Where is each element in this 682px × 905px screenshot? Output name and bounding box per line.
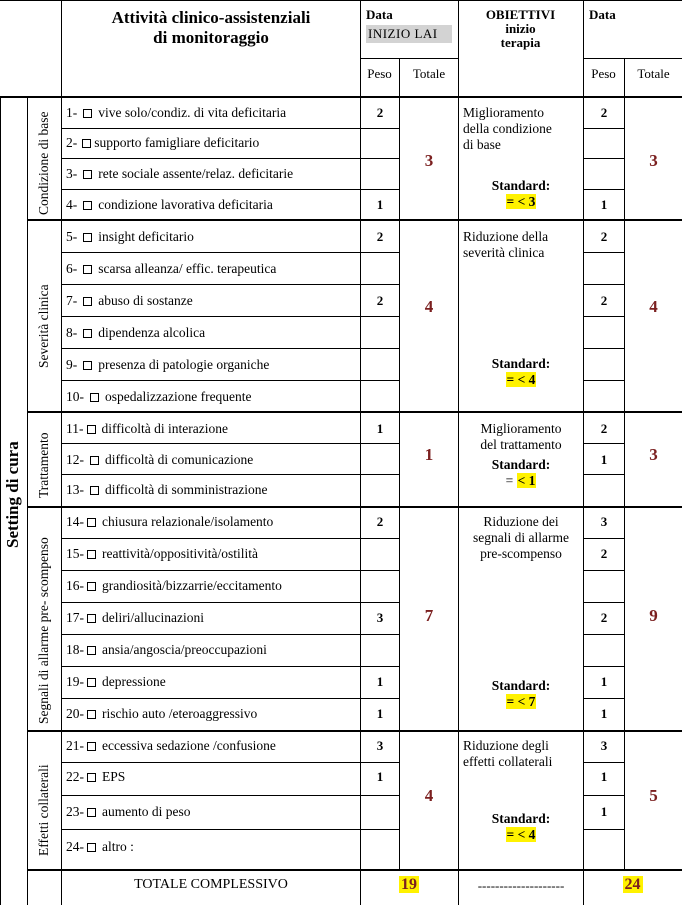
data2-label: Data (589, 7, 616, 22)
peso-header: Peso (367, 66, 392, 81)
peso2-value: 1 (600, 804, 608, 819)
peso2-value: 1 (600, 674, 608, 689)
table-title (62, 8, 360, 48)
list-item: 4- condizione lavorativa deficitaria (66, 197, 273, 212)
standard-value: < 1 (517, 473, 536, 488)
objective-text: Riduzione degli effetti collaterali (463, 738, 553, 769)
checkbox[interactable] (87, 646, 96, 655)
peso-value: 2 (376, 293, 384, 308)
list-item: 19- depressione (66, 674, 166, 689)
obiettivi-line-1: OBIETTIVI (485, 7, 556, 22)
objective-text: Riduzione della severità clinica (463, 229, 549, 260)
peso2-value: 2 (600, 421, 608, 436)
data-label: Data (366, 7, 393, 22)
checkbox[interactable] (87, 678, 96, 687)
totale-value: 1 (424, 445, 434, 464)
section-label-effetti: Effetti collaterali (36, 764, 51, 856)
peso2-value: 2 (600, 293, 608, 308)
dashes: -------------------- (477, 878, 565, 893)
totale2-value: 9 (649, 606, 658, 625)
objective-text: Riduzione dei segnali di allarme pre-scompenso (473, 514, 569, 561)
totale-value: 7 (424, 606, 434, 625)
peso2-value: 1 (600, 452, 608, 467)
list-item: 7- abuso di sostanze (66, 293, 193, 308)
list-item: 13- difficoltà di somministrazione (66, 482, 268, 497)
peso2-value: 1 (600, 197, 608, 212)
standard-block: Standard: = < 4 (491, 356, 551, 387)
totale-header: Totale (412, 66, 446, 81)
section-label-severita: Severità clinica (36, 284, 51, 368)
list-item: 3- rete sociale assente/relaz. deficitarie (66, 166, 294, 181)
totale-complessivo-label: TOTALE COMPLESSIVO (134, 877, 288, 892)
peso-value: 2 (376, 514, 384, 529)
totale2-value: 4 (649, 297, 658, 316)
standard-block: Standard: = < 1 (491, 457, 551, 488)
title-line-2: di monitoraggio (153, 28, 269, 47)
inizio-lai-field[interactable]: INIZIO LAI (366, 25, 452, 43)
checkbox[interactable] (87, 518, 96, 527)
checkbox[interactable] (83, 361, 92, 370)
list-item: 10- ospedalizzazione frequente (66, 389, 252, 404)
checkbox[interactable] (87, 843, 96, 852)
obiettivi-line-2: inizio (505, 21, 536, 36)
list-item: 8- dipendenza alcolica (66, 325, 206, 340)
checkbox[interactable] (87, 710, 96, 719)
checkbox[interactable] (83, 265, 92, 274)
list-item: 15- reattività/oppositività/ostilità (66, 546, 258, 561)
checkbox[interactable] (87, 808, 96, 817)
list-item: 14- chiusura relazionale/isolamento (66, 514, 274, 529)
peso-value: 3 (376, 738, 384, 753)
obiettivi-header (458, 8, 583, 50)
objective-text: Miglioramento del trattamento (480, 421, 562, 452)
list-item: 6- scarsa alleanza/ effic. terapeutica (66, 261, 277, 276)
standard-block: Standard: = < 3 (491, 178, 551, 209)
section-label-trattamento: Trattamento (36, 432, 51, 498)
checkbox[interactable] (87, 582, 96, 591)
checkbox[interactable] (83, 297, 92, 306)
checkbox[interactable] (87, 425, 96, 434)
checkbox[interactable] (83, 201, 92, 210)
peso2-value: 2 (600, 546, 608, 561)
checkbox[interactable] (87, 550, 96, 559)
list-item: 2- supporto famigliare deficitario (66, 135, 260, 150)
list-item: 5- insight deficitario (66, 229, 194, 244)
list-item: 1- vive solo/condiz. di vita deficitaria (66, 105, 287, 120)
totale2-value: 5 (649, 786, 658, 805)
totale2-header: Totale (637, 66, 670, 81)
standard-block: Standard: = < 4 (491, 811, 551, 842)
peso2-value: 2 (600, 229, 608, 244)
setting-di-cura-label: Setting di cura (3, 441, 22, 548)
standard-value: = < 7 (506, 694, 536, 709)
list-item: 16- grandiosità/bizzarrie/eccitamento (66, 578, 282, 593)
list-item: 17- deliri/allucinazioni (66, 610, 204, 625)
checkbox[interactable] (87, 773, 96, 782)
peso-value: 2 (376, 229, 384, 244)
peso2-value: 1 (600, 769, 608, 784)
list-item: 22- EPS (66, 769, 126, 784)
objective-text: Miglioramento della condizione di base (463, 105, 552, 152)
peso-value: 1 (376, 197, 384, 212)
standard-value: = < 4 (506, 827, 536, 842)
totale2-value: 3 (649, 151, 658, 170)
peso2-value: 3 (600, 514, 608, 529)
totale-complessivo-value: 19 (401, 876, 417, 893)
peso2-value: 3 (600, 738, 608, 753)
checkbox[interactable] (87, 742, 96, 751)
checkbox[interactable] (83, 233, 92, 242)
checkbox[interactable] (82, 139, 91, 148)
standard-block: Standard: = < 7 (491, 678, 551, 709)
section-label-segnali: Segnali di allarme pre- scompenso (36, 537, 51, 724)
list-item: 18- ansia/angoscia/preoccupazioni (66, 642, 267, 657)
totale-value: 4 (424, 297, 434, 316)
standard-value: = < 4 (506, 372, 536, 387)
list-item: 21- eccessiva sedazione /confusione (66, 738, 276, 753)
checkbox[interactable] (83, 329, 92, 338)
peso2-header: Peso (591, 66, 616, 81)
peso-value: 1 (376, 769, 384, 784)
title-line-1: Attività clinico-assistenziali (111, 8, 311, 27)
peso2-value: 1 (600, 706, 608, 721)
peso-value: 1 (376, 706, 384, 721)
checkbox[interactable] (90, 393, 99, 402)
checkbox[interactable] (83, 109, 92, 118)
totale-value: 3 (424, 151, 434, 170)
totale-value: 4 (424, 786, 434, 805)
peso-value: 1 (376, 421, 384, 436)
checkbox[interactable] (90, 456, 99, 465)
section-label-condizione: Condizione di base (36, 111, 51, 215)
checkbox[interactable] (83, 170, 92, 179)
list-item: 11- difficoltà di interazione (66, 421, 228, 436)
list-item: 12- difficoltà di comunicazione (66, 452, 254, 467)
peso-value: 1 (376, 674, 384, 689)
checkbox[interactable] (90, 486, 99, 495)
list-item: 20- rischio auto /eteroaggressivo (66, 706, 258, 721)
obiettivi-line-3: terapia (500, 35, 541, 50)
list-item: 23- aumento di peso (66, 804, 191, 819)
checkbox[interactable] (87, 614, 96, 623)
totale2-value: 3 (649, 445, 658, 464)
peso2-value: 2 (600, 105, 608, 120)
standard-value: = < 3 (506, 194, 536, 209)
peso2-value: 2 (600, 610, 608, 625)
peso-value: 2 (376, 105, 384, 120)
peso-value: 3 (376, 610, 384, 625)
totale-complessivo-value-2: 24 (624, 876, 641, 893)
list-item: 9- presenza di patologie organiche (66, 357, 270, 372)
list-item: 24- altro : (66, 839, 134, 854)
